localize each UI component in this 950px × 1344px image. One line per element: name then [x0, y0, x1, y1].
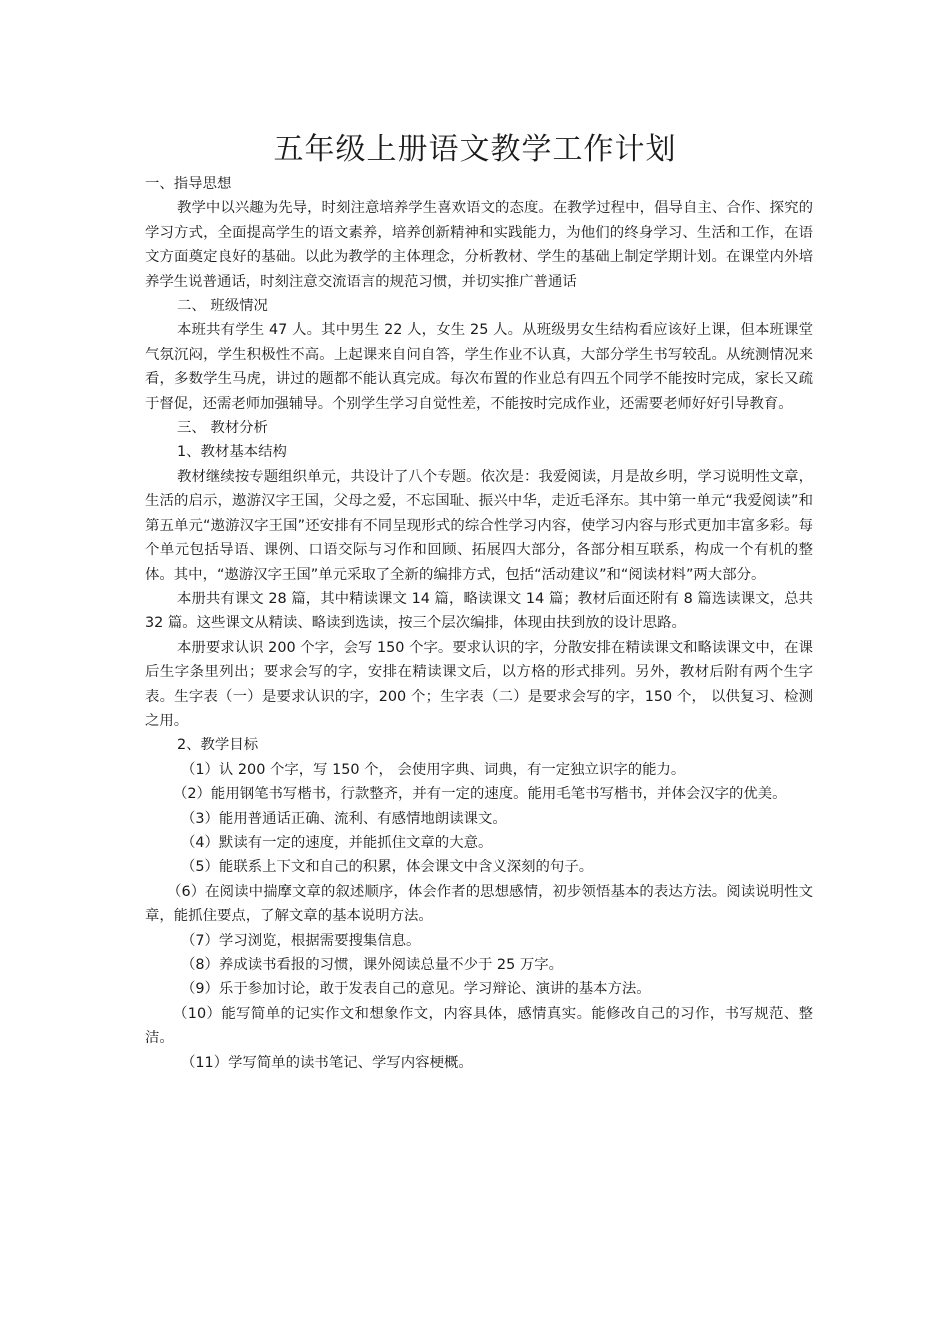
goal-item: （6）在阅读中揣摩文章的叙述顺序，体会作者的思想感情，初步领悟基本的表达方法。阅读说明性文章，能抓住要点，了解文章的基本说明方法。: [145, 883, 813, 925]
subheading-structure: 1、教材基本结构: [177, 444, 287, 461]
goal-item: （9）乐于参加讨论，敢于发表自己的意见。学习辩论、演讲的基本方法。: [181, 981, 651, 998]
goal-item: （10）能写简单的记实作文和想象作文，内容具体，感情真实。能修改自己的习作，书写规范、整洁。: [145, 1005, 813, 1047]
goal-item: （3）能用普通话正确、流利、有感情地朗读课文。: [181, 810, 507, 827]
document-body: [145, 172, 813, 1075]
document-title: 五年级上册语文教学工作计划: [273, 132, 677, 167]
section-heading-class: 二、 班级情况: [177, 298, 268, 315]
goal-item: （1）认 200 个字，写 150 个， 会使用字典、词典，有一定独立识字的能力。: [181, 761, 686, 778]
paragraph-class: 本班共有学生 47 人。其中男生 22 人，女生 25 人。从班级男女生结构看应该好上课，但本班课堂气氛沉闷，学生积极性不高。上起课来自问自答，学生作业不认真，大部分学生书写较乱。从统测情况来看，多数学生马虎，讲过的题都不能认真完成。每次布置的作业总有四五个同学不能按时完成，家长又疏于督促，还需老师加强辅导。个别学生学习自觉性差，不能按时完成作业，还需要老师好好引导教育。: [145, 322, 813, 412]
paragraph-guiding: 教学中以兴趣为先导，时刻注意培养学生喜欢语文的态度。在教学过程中，倡导自主、合作、探究的学习方式，全面提高学生的语文素养，培养创新精神和实践能力，为他们的终身学习、生活和工作，在语文方面奠定良好的基础。以此为教学的主体理念，分析教材、学生的基础上制定学期计划。在课堂内外培养学生说普通话，时刻注意交流语言的规范习惯，并切实推广普通话: [145, 200, 813, 290]
subheading-goals: 2、教学目标: [177, 737, 259, 754]
goal-item: （8）养成读书看报的习惯，课外阅读总量不少于 25 万字。: [181, 957, 563, 973]
goal-item: （2）能用钢笔书写楷书，行款整齐，并有一定的速度。能用毛笔书写楷书，并体会汉字的优美。: [173, 786, 787, 803]
goal-item: （11）学写简单的读书笔记、学写内容梗概。: [181, 1054, 473, 1071]
paragraph-characters: 本册要求认识 200 个字，会写 150 个字。要求认识的字，分散安排在精读课文和略读课文中，在课后生字条里列出；要求会写的字，安排在精读课文后，以方格的形式排列。另外，教材后附有两个生字表。生字表（一）是要求认识的字，200 个；生字表（二）是要求会写的字，150 个， 以供复习、检测之用。: [145, 639, 813, 729]
paragraph-lessons: 本册共有课文 28 篇，其中精读课文 14 篇，略读课文 14 篇；教材后面还附有 8 篇选读课文，总共 32 篇。这些课文从精读、略读到选读，按三个层次编排，体现由扶到放的设计思路。: [145, 590, 813, 632]
section-heading-guiding: 一、指导思想: [145, 176, 232, 192]
goal-item: （7）学习浏览，根据需要搜集信息。: [181, 932, 421, 949]
goal-item: （4）默读有一定的速度，并能抓住文章的大意。: [181, 834, 493, 851]
paragraph-structure: 教材继续按专题组织单元，共设计了八个专题。依次是：我爱阅读，月是故乡明，学习说明性文章，生活的启示，遨游汉字王国，父母之爱，不忘国耻、振兴中华，走近毛泽东。其中第一单元“我爱阅读”和第五单元“遨游汉字王国”还安排有不同呈现形式的综合性学习内容，使学习内容与形式更加丰富多彩。每个单元包括导语、课例、口语交际与习作和回顾、拓展四大部分，各部分相互联系，构成一个有机的整体。其中，“遨游汉字王国”单元采取了全新的编排方式，包括“活动建议”和“阅读材料”两大部分。: [145, 468, 813, 583]
section-heading-materials: 三、 教材分析: [177, 420, 268, 437]
goal-item: （5）能联系上下文和自己的积累，体会课文中含义深刻的句子。: [181, 859, 594, 876]
